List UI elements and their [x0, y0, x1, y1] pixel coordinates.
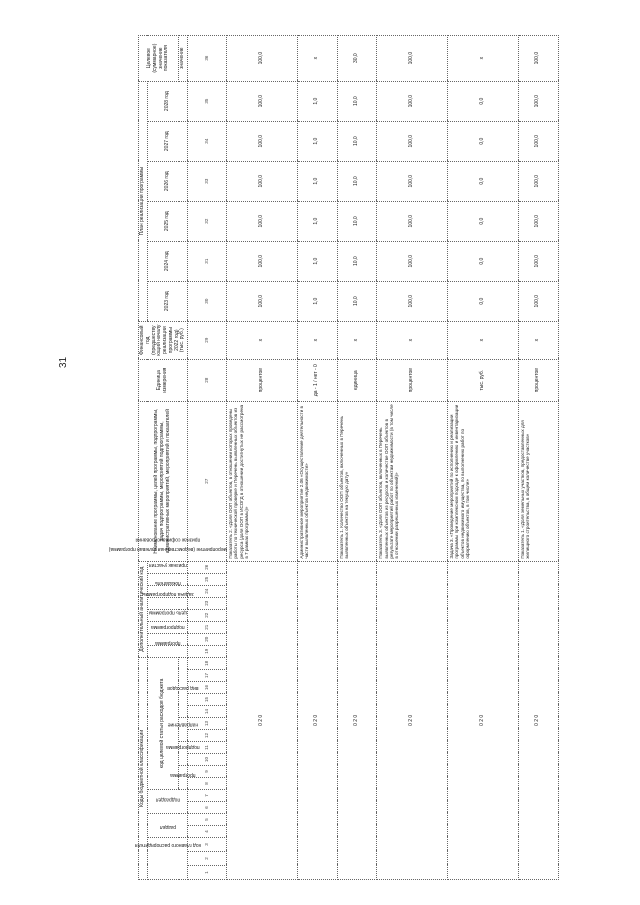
column-number: 35	[188, 81, 227, 121]
row-year-value: 1,0	[297, 281, 337, 321]
column-number: 3	[188, 838, 227, 852]
column-number: 2	[188, 852, 227, 866]
row-name: Задача 3. «Проведение мероприятий по исполнению и реализации программы при комплексном подходе к оформлению и инвентаризации объектов недвижимого имущества, по выполнению работ по оформлению объектов, в том числе»	[448, 401, 519, 561]
column-number: 4	[188, 826, 227, 838]
column-number: 13	[188, 718, 227, 730]
row-year-value: 1,0	[297, 121, 337, 161]
budget-codes-cell: 0 2 0	[297, 561, 337, 879]
row-name: Показатель 3. «Доля ООП объектов, включенных в Перечень выявленных объектов из ресурсов и количестве ООП объектов в результате мероприятий работ по объектам недвижимости (в том числе в отношении разрешенных изменений)»	[377, 401, 448, 561]
row-year-value: 100,0	[377, 121, 448, 161]
row-year-value: 100,0	[518, 161, 558, 201]
col-name-header: Наименование программы, целей программы, подпрограммы, задач подпрограммы, мероприятий подпрограммы, административных мероприятий, мероприятий и показателей	[139, 401, 188, 561]
row-fin-year: x	[377, 321, 448, 359]
row-fin-year: x	[337, 321, 377, 359]
row-unit: единица	[337, 359, 377, 401]
row-target-value: 30,0	[337, 35, 377, 81]
row-target-value: x	[448, 35, 519, 81]
row-year-value: 0,0	[448, 241, 519, 281]
row-unit: да - 1 / нет - 0	[297, 359, 337, 401]
column-number: 27	[188, 401, 227, 561]
col-year1-header: 2023 год	[147, 281, 187, 321]
row-year-value: 0,0	[448, 201, 519, 241]
column-number: 33	[188, 161, 227, 201]
col-year5-header: 2027 год	[147, 121, 187, 161]
row-fin-year: x	[297, 321, 337, 359]
column-number: 21	[188, 621, 227, 633]
col-unit-header: Единица измерения	[139, 359, 188, 401]
column-number: 1	[188, 866, 227, 880]
row-name: Административное мероприятие 2.06 «Осуществление деятельности в части выявленных объектов недвижимости»	[297, 401, 337, 561]
col-a2-header: подпрограмма	[147, 633, 187, 645]
column-number: 15	[188, 694, 227, 706]
row-year-value: 100,0	[518, 121, 558, 161]
page-number: 31	[58, 356, 69, 368]
row-unit: процентов	[377, 359, 448, 401]
col-section-header: раздел	[147, 814, 187, 838]
col-admin-header: код главного распорядителя	[147, 838, 187, 880]
column-numbers-row	[188, 35, 227, 879]
budget-codes-cell: 0 2 0	[337, 561, 377, 879]
row-year-value: 100,0	[377, 201, 448, 241]
row-name: Показатель 1. «Доля земельных участков, предоставленных для жилищного строительства, в общем количестве участков»	[518, 401, 558, 561]
column-number: 28	[188, 359, 227, 401]
row-target-value: 100,0	[518, 35, 558, 81]
col-program-header: программа	[179, 766, 188, 790]
row-year-value: 10,0	[337, 241, 377, 281]
row-year-value: 0,0	[448, 281, 519, 321]
column-number: 14	[188, 706, 227, 718]
row-year-value: 10,0	[337, 161, 377, 201]
col-expense-header: вид расходов	[179, 657, 188, 717]
row-year-value: 100,0	[377, 161, 448, 201]
row-unit: процентов	[227, 359, 298, 401]
row-year-value: 10,0	[337, 81, 377, 121]
column-number: 24	[188, 585, 227, 597]
column-number: 29	[188, 321, 227, 359]
row-year-value: 0,0	[448, 81, 519, 121]
row-year-value: 100,0	[518, 201, 558, 241]
row-unit: тыс. руб.	[448, 359, 519, 401]
col-target-value-header: Целевое (суммарное) значение показателя	[139, 35, 179, 81]
row-fin-year: x	[518, 321, 558, 359]
row-year-value: 1,0	[297, 161, 337, 201]
column-number: 30	[188, 281, 227, 321]
row-year-value: 100,0	[518, 241, 558, 281]
col-a6-header: показатель	[147, 585, 187, 597]
col-year6-header: 2028 год	[147, 81, 187, 121]
col-a3-header: цель программы	[147, 621, 187, 633]
row-year-value: 100,0	[518, 281, 558, 321]
column-number: 9	[188, 766, 227, 778]
col-year3-header: 2025 год	[147, 201, 187, 241]
table-row	[297, 35, 337, 879]
column-number: 17	[188, 670, 227, 682]
column-number: 31	[188, 241, 227, 281]
col-a8-header: признак софинансирования	[147, 561, 187, 573]
col-year2-header: 2024 год	[147, 241, 187, 281]
row-year-value: 100,0	[227, 241, 298, 281]
row-year-value: 100,0	[227, 281, 298, 321]
table-row	[448, 35, 519, 879]
column-number: 18	[188, 657, 227, 669]
group-plan: План реализации программы	[139, 81, 148, 321]
column-number: 8	[188, 778, 227, 790]
row-name: Показатель 1. Количество ООП объектов, включенных в Перечень выявленных объектов на текущую дату»	[337, 401, 377, 561]
row-fin-year: x	[227, 321, 298, 359]
col-year4-header: 2026 год	[147, 161, 187, 201]
row-year-value: 10,0	[337, 121, 377, 161]
program-plan-sheet	[108, 43, 541, 880]
row-unit: процентов	[518, 359, 558, 401]
col-subprogram-header: подпрограмма	[179, 742, 188, 766]
col-direction-header: направление	[179, 718, 188, 742]
column-number: 10	[188, 754, 227, 766]
col-target-header: код целевой статьи расходов бюджета	[147, 657, 179, 789]
col-a5-header: мероприятие (ведомственная целевая программа)	[147, 597, 187, 609]
budget-codes-cell: 0 2 0	[377, 561, 448, 879]
row-year-value: 1,0	[297, 201, 337, 241]
column-number: 32	[188, 201, 227, 241]
column-number: 25	[188, 573, 227, 585]
row-year-value: 10,0	[337, 281, 377, 321]
table-row	[227, 35, 298, 879]
row-year-value: 100,0	[518, 81, 558, 121]
column-number: 7	[188, 790, 227, 802]
group-additional-code: Дополнительный аналитический код	[139, 561, 148, 657]
group-budget-codes: Коды бюджетной классификации	[139, 657, 148, 879]
col-subsection-header: подраздел	[147, 790, 187, 814]
column-number: 16	[188, 682, 227, 694]
column-number: 34	[188, 121, 227, 161]
col-fin-header: Финансовый год (предшествующий началу реализации программы 2022 год) (тыс. руб.)	[139, 321, 188, 359]
row-year-value: 100,0	[377, 241, 448, 281]
row-year-value: 10,0	[337, 201, 377, 241]
column-number: 22	[188, 609, 227, 621]
row-year-value: 100,0	[377, 281, 448, 321]
table-row	[337, 35, 377, 879]
program-plan-table	[108, 35, 559, 880]
column-number: 36	[188, 35, 227, 81]
row-year-value: 0,0	[448, 121, 519, 161]
row-year-value: 100,0	[227, 201, 298, 241]
column-number: 11	[188, 742, 227, 754]
row-year-value: 1,0	[297, 81, 337, 121]
column-number: 26	[188, 561, 227, 573]
column-number: 5	[188, 814, 227, 826]
row-year-value: 100,0	[227, 121, 298, 161]
row-year-value: 100,0	[227, 161, 298, 201]
column-number: 23	[188, 597, 227, 609]
row-year-value: 100,0	[227, 81, 298, 121]
budget-codes-cell: 0 2 0	[227, 561, 298, 879]
row-fin-year: x	[448, 321, 519, 359]
column-number: 6	[188, 802, 227, 814]
budget-codes-cell: 0 2 0	[518, 561, 558, 879]
row-year-value: 0,0	[448, 161, 519, 201]
row-year-value: 1,0	[297, 241, 337, 281]
col-a7-header: признак участия	[147, 573, 187, 585]
row-year-value: 100,0	[377, 81, 448, 121]
column-number: 20	[188, 633, 227, 645]
table-row	[518, 35, 558, 879]
budget-codes-cell: 0 2 0	[448, 561, 519, 879]
row-target-value: x	[297, 35, 337, 81]
column-number: 19	[188, 645, 227, 657]
row-target-value: 100,0	[227, 35, 298, 81]
column-number: 12	[188, 730, 227, 742]
col-value-header: значение	[179, 35, 188, 81]
row-target-value: 100,0	[377, 35, 448, 81]
col-a1-header: программа	[147, 645, 187, 657]
row-name: Показатель 2. «Доля ООП объектов, в отношении которых проведены работы по технической проверке и Перечень выявленных объектов из ресурса (доля ООП в ИСОГД в отношении достигнутых не рассмотрена в 7 рамках программы)»	[227, 401, 298, 561]
table-row	[377, 35, 448, 879]
col-a4-header: задача подпрограммы	[147, 609, 187, 621]
